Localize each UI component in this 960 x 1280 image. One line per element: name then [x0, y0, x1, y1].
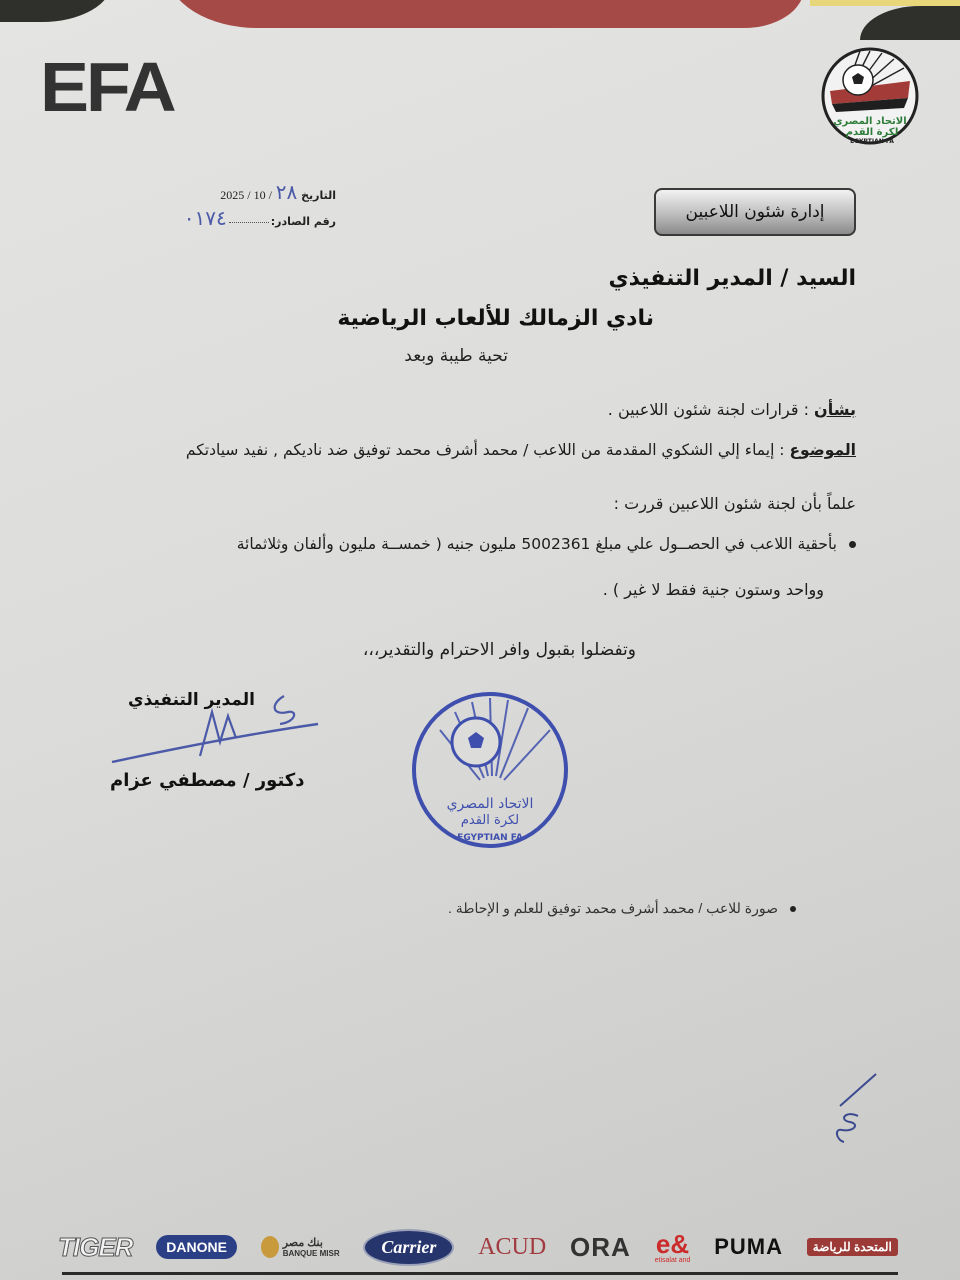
svg-text:لكرة القدم: لكرة القدم — [845, 127, 899, 138]
reference-number-handwritten: ٠١٧٤ — [183, 206, 227, 230]
regarding-text: : قرارات لجنة شئون اللاعبين . — [607, 400, 815, 419]
subject-text: : إيماء إلي الشكوي المقدمة من اللاعب / محمد أشرف محمد توفيق ضد ناديكم , نفيد سيادتكم — [185, 441, 790, 459]
efa-crest-icon — [820, 46, 920, 146]
sponsor-tiger-logo: TIGER — [58, 1231, 133, 1262]
sponsor-ora-logo: ORA — [570, 1231, 631, 1262]
cc-text: صورة للاعب / محمد أشرف محمد توفيق للعلم و الإحاطة . — [448, 900, 778, 916]
date-day-handwritten: ٢٨ — [275, 180, 298, 204]
handwritten-signature-icon — [108, 690, 328, 780]
banner-black-right — [860, 6, 960, 40]
date-reference-block — [183, 180, 336, 230]
efa-logo: EFA — [40, 48, 174, 126]
regarding-label: بشأن — [814, 400, 856, 419]
footer-divider — [62, 1272, 898, 1275]
cc-line — [448, 900, 796, 917]
closing-line: وتفضلوا بقبول وافر الاحترام والتقدير،،، — [362, 640, 636, 660]
signatory-title: المدير التنفيذي — [128, 690, 255, 710]
signatory-name: دكتور / مصطفي عزام — [110, 770, 305, 791]
date-line — [196, 180, 336, 204]
greeting: تحية طيبة وبعد — [404, 346, 508, 366]
notice-line: علماً بأن لجنة شئون اللاعبين قررت : — [613, 494, 856, 513]
regarding-line — [608, 400, 856, 419]
date-label: التاريخ — [301, 189, 336, 202]
sponsor-danone-logo: DANONE — [156, 1235, 237, 1259]
reference-label: رقم الصادر: — [270, 215, 336, 228]
addressee-club: نادي الزمالك للألعاب الرياضية — [337, 306, 654, 331]
bullet — [790, 906, 796, 912]
sponsor-puma-logo: PUMA — [714, 1234, 783, 1259]
banner-black-left — [0, 0, 112, 22]
sponsor-acud-logo: ACUD — [478, 1233, 547, 1260]
sponsor-eand-logo: e& etisalat and — [654, 1228, 691, 1264]
department-title: إدارة شئون اللاعبين — [685, 202, 825, 222]
reference-line — [183, 206, 336, 230]
date-month-year: / 10 / 2025 — [220, 188, 272, 202]
svg-text:الاتحاد المصري: الاتحاد المصري — [833, 116, 907, 127]
decision-text-1: بأحقية اللاعب في الحصــول علي مبلغ 5002361 مليون جنيه ( خمســة مليون وألفان وثلاثمائة — [236, 535, 837, 553]
subject-line — [186, 441, 856, 459]
department-box — [654, 188, 856, 236]
official-stamp-icon — [410, 690, 570, 850]
dotted-leader — [229, 222, 269, 223]
banner-red — [168, 0, 804, 28]
handwritten-initial-icon — [820, 1066, 890, 1146]
sponsor-bar — [58, 1224, 898, 1270]
svg-text:EGYPTIAN FA: EGYPTIAN FA — [850, 138, 894, 145]
bullet — [849, 541, 856, 548]
stamp-text-ar-2: لكرة القدم — [460, 813, 520, 828]
stamp-text-en: EGYPTIAN FA — [457, 833, 523, 843]
banque-misr-coin-icon — [261, 1236, 279, 1258]
sponsor-banque-misr-logo: بنك مصر BANQUE MISR — [261, 1236, 340, 1258]
addressee-title: السيد / المدير التنفيذي — [608, 266, 856, 291]
sponsor-united-sports-logo: المتحدة للرياضة — [807, 1238, 898, 1256]
decision-line-1 — [237, 535, 856, 553]
stamp-text-ar-1: الاتحاد المصري — [446, 796, 534, 812]
subject-label: الموضوع — [789, 441, 856, 459]
sponsor-carrier-logo: Carrier — [363, 1229, 454, 1266]
decision-line-2: وواحد وستون جنية فقط لا غير ) . — [602, 580, 824, 599]
